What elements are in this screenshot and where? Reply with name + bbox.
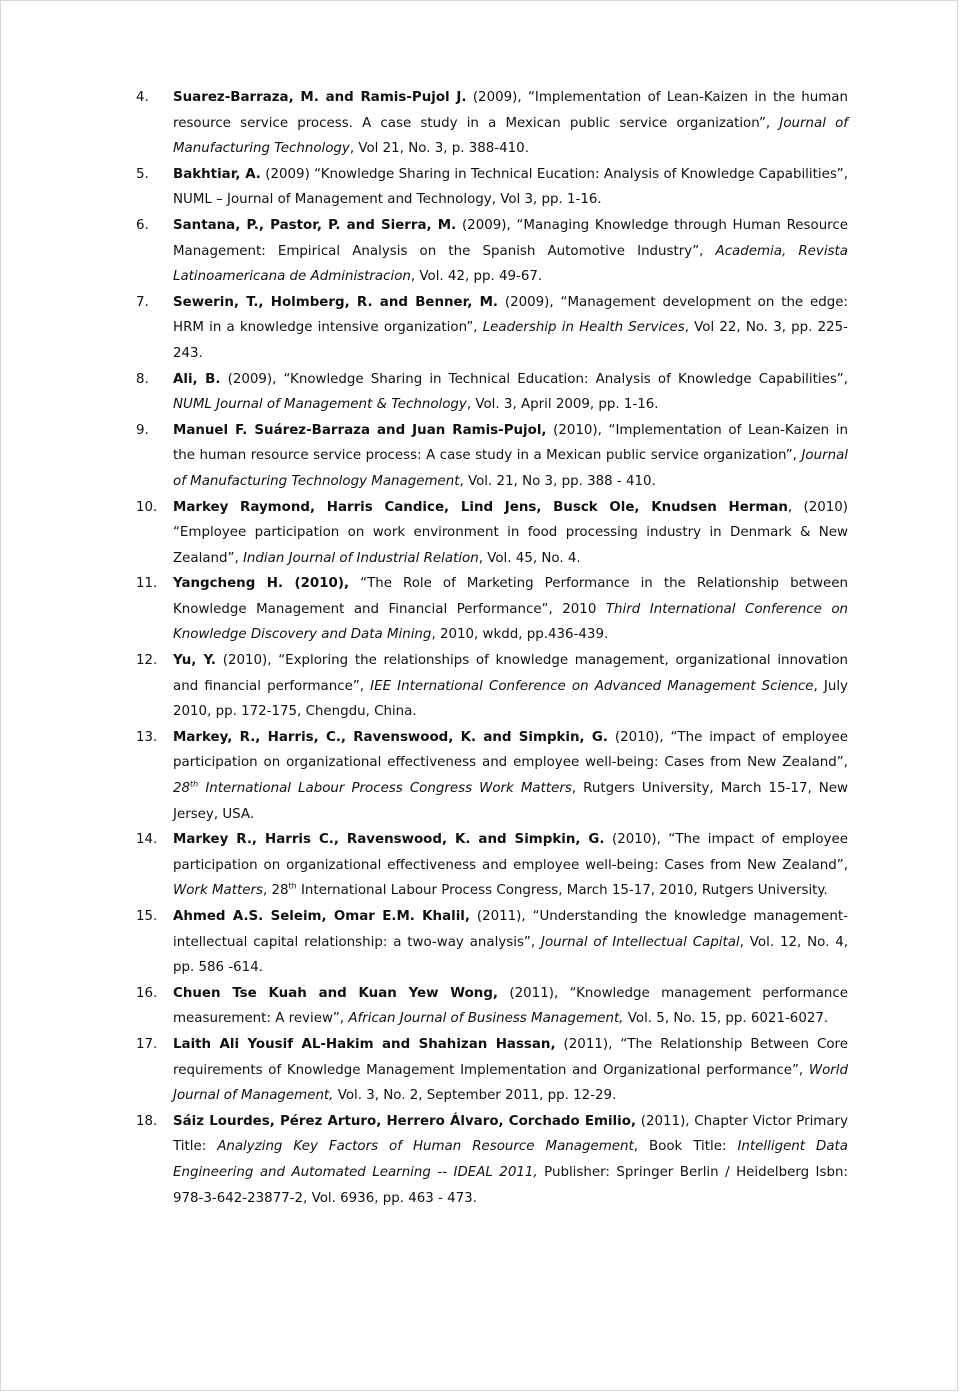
reference-number: 13. (136, 729, 158, 745)
reference-number: 14. (136, 832, 158, 848)
reference-source-italic: Intelligent Data Engineering and Automated Learning -- IDEAL 2011, (173, 1139, 849, 1180)
reference-text: (2011), “The Relationship Between Core requirements of Knowledge Management Implementation and Organizational performance”, (173, 1036, 848, 1078)
reference-number: 10. (136, 499, 158, 515)
reference-source-italic: Journal of Intellectual Capital (541, 934, 740, 950)
reference-text: (2009) “Knowledge Sharing in Technical Eucation: Analysis of Knowledge Capabilities”, NUML – Journal of Management and Technology, Vol 3, pp. 1-16. (173, 166, 848, 208)
reference-text: , Vol. 42, pp. 49-67. (410, 269, 543, 285)
reference-authors: Sáiz Lourdes, Pérez Arturo, Herrero Álvaro, Corchado Emilio, (173, 1113, 637, 1129)
reference-text: , July 2010, pp. 172-175, Chengdu, China. (173, 678, 848, 720)
ordinal-superscript: th (288, 881, 297, 891)
reference-text: , 2010, wkdd, pp.436-439. (431, 627, 609, 643)
reference-text: (2010), “The impact of employee participation on organizational effectiveness and employee well-being: Cases from New Zealand”, (173, 832, 848, 873)
reference-text: (2009), “Managing Knowledge through Human Resource Management: Empirical Analysis on the Spanish Automotive Industry”, (173, 217, 848, 259)
reference-text: Vol. 5, No. 15, pp. 6021-6027. (623, 1011, 829, 1027)
reference-number: 11. (136, 576, 158, 592)
reference-source-italic: IEE International Conference on Advanced Management Science (370, 678, 814, 694)
reference-text: , Rutgers University, March 15-17, New Jersey, USA. (173, 781, 848, 822)
reference-number: 4. (136, 90, 149, 105)
reference-list (136, 85, 848, 1211)
reference-item (136, 1109, 848, 1211)
reference-item (136, 571, 848, 648)
reference-source-italic: Leadership in Health Services (482, 320, 685, 336)
reference-item (136, 648, 848, 725)
reference-text: (2010), “The impact of employee participation on organizational effectiveness and employee well-being: Cases from New Zealand”, (173, 729, 848, 771)
reference-source-italic: Journal of Manufacturing Technology (173, 115, 848, 157)
reference-authors: Laith Ali Yousif AL-Hakim and Shahizan Hassan, (173, 1036, 556, 1052)
reference-text: , Vol. 3, April 2009, pp. 1-16. (466, 397, 659, 413)
reference-source-italic: Indian Journal of Industrial Relation (242, 550, 479, 566)
reference-authors: Yu, Y. (173, 653, 217, 669)
reference-source-italic: Analyzing Key Factors of Human Resource Management (217, 1139, 634, 1155)
reference-source-italic: World Journal of Management, (173, 1062, 848, 1104)
reference-text: , Book Title: (633, 1139, 738, 1155)
reference-number: 17. (136, 1036, 158, 1052)
reference-text: , Vol. 45, No. 4. (478, 550, 581, 566)
reference-authors: Bakhtiar, A. (173, 166, 261, 182)
reference-item (136, 85, 848, 162)
reference-item (136, 827, 848, 904)
reference-number: 6. (136, 217, 149, 233)
reference-number: 12. (136, 653, 158, 669)
reference-source-italic: NUML Journal of Management & Technology (173, 397, 467, 413)
reference-text: (2010), “Implementation of Lean-Kaizen in the human resource service process: A case study in a Mexican public service organization”, (173, 422, 848, 464)
reference-source-italic: Third International Conference on Knowledge Discovery and Data Mining (173, 601, 849, 643)
reference-text: (2009), “Management development on the edge: HRM in a knowledge intensive organization”, (173, 294, 849, 336)
reference-source-italic: 28 (173, 781, 191, 797)
reference-authors: Yangcheng H. (2010), (173, 576, 350, 592)
reference-item (136, 904, 848, 981)
reference-number: 16. (136, 985, 158, 1001)
reference-number: 5. (136, 166, 149, 182)
reference-text: , Vol. 12, No. 4, pp. 586 -614. (173, 934, 848, 976)
reference-item (136, 418, 848, 495)
reference-text: , 28 (262, 883, 289, 899)
reference-number: 18. (136, 1113, 158, 1129)
reference-source-italic: Journal of Manufacturing Technology Management (173, 448, 848, 489)
reference-number: 7. (136, 294, 149, 310)
reference-authors: Markey R., Harris C., Ravenswood, K. and Simpkin, G. (173, 832, 605, 848)
reference-item (136, 1032, 848, 1109)
reference-text: Publisher: Springer Berlin / Heidelberg Isbn: 978-3-642-23877-2, Vol. 6936, pp. 463 - 473. (173, 1164, 848, 1206)
reference-authors: Manuel F. Suárez-Barraza and Juan Ramis-Pujol, (173, 422, 547, 438)
reference-item (136, 495, 848, 572)
reference-text: International Labour Process Congress, March 15-17, 2010, Rutgers University. (296, 883, 828, 899)
reference-authors: Chuen Tse Kuah and Kuan Yew Wong, (173, 985, 499, 1001)
reference-text: , Vol. 21, No 3, pp. 388 - 410. (459, 473, 656, 489)
reference-source-italic: African Journal of Business Management, (348, 1011, 624, 1027)
reference-item (136, 725, 848, 827)
reference-item (136, 981, 848, 1032)
reference-source-italic: International Labour Process Congress Work Matters (198, 781, 572, 797)
reference-text: (2009), “Knowledge Sharing in Technical Education: Analysis of Knowledge Capabilities”, (220, 371, 848, 387)
reference-text: “The Role of Marketing Performance in the Relationship between Knowledge Management and Financial Performance”, 2010 (173, 576, 848, 617)
reference-source-italic: Work Matters (173, 883, 263, 899)
reference-authors: Markey, R., Harris, C., Ravenswood, K. and Simpkin, G. (173, 729, 608, 745)
reference-text: (2011), “Knowledge management performance measurement: A review”, (173, 985, 848, 1027)
reference-number: 9. (136, 422, 149, 438)
reference-authors: Ahmed A.S. Seleim, Omar E.M. Khalil, (173, 909, 470, 924)
reference-item (136, 213, 848, 290)
reference-text: , (2010) “Employee participation on work environment in food processing industry in Denmark & New Zealand”, (173, 499, 848, 566)
reference-number: 8. (136, 371, 149, 387)
reference-authors: Markey Raymond, Harris Candice, Lind Jens, Busck Ole, Knudsen Herman (173, 499, 788, 515)
reference-number: 15. (136, 909, 158, 924)
ordinal-superscript: th (190, 779, 199, 789)
reference-item (136, 290, 848, 367)
reference-authors: Sewerin, T., Holmberg, R. and Benner, M. (173, 294, 499, 310)
reference-authors: Suarez-Barraza, M. and Ramis-Pujol J. (173, 90, 467, 105)
reference-authors: Ali, B. (173, 371, 221, 387)
reference-item (136, 162, 848, 213)
reference-item (136, 367, 848, 418)
reference-text: , Vol 21, No. 3, p. 388-410. (349, 141, 529, 157)
reference-text: (2011), “Understanding the knowledge management-intellectual capital relationship: a two-way analysis”, (173, 909, 848, 950)
reference-text: (2011), Chapter Victor Primary Title: (173, 1113, 848, 1155)
reference-text: Vol. 3, No. 2, September 2011, pp. 12-29. (333, 1088, 617, 1104)
reference-text: (2010), “Exploring the relationships of knowledge management, organizational innovation and financial performance”, (173, 653, 848, 694)
reference-text: (2009), “Implementation of Lean-Kaizen in the human resource service process. A case study in a Mexican public service organization”, (173, 90, 848, 131)
reference-text: , Vol 22, No. 3, pp. 225-243. (173, 320, 848, 361)
reference-source-italic: Academia, Revista Latinoamericana de Administracion (173, 243, 848, 285)
reference-authors: Santana, P., Pastor, P. and Sierra, M. (173, 217, 457, 233)
